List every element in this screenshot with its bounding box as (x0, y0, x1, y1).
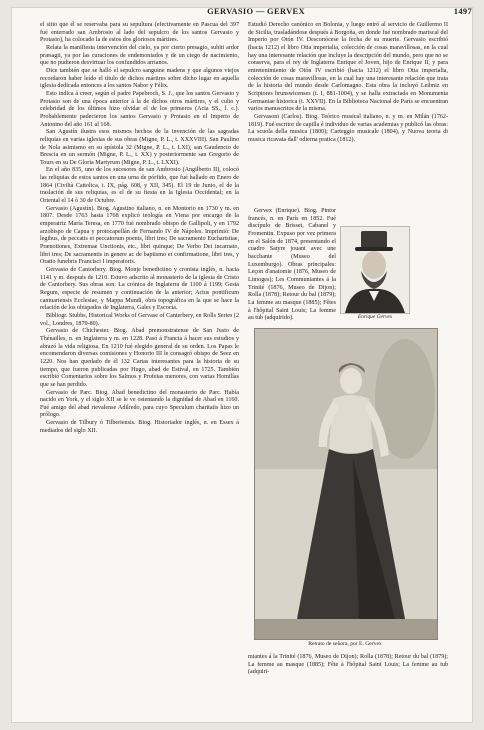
bibliography: Bibliogr. Stubbs, Historical Works of Gervase of Canterbery, en Rolls Series (2 vol., Londres, 1879-80). (40, 312, 239, 327)
painting-illustration (255, 329, 437, 639)
entry-gervex: Gervex (Enrique). Biog. Pintor francés, n. en París en 1852. Fué discípulo de Brisset, Cabanel y Fromentin. Expuso por vez primera en el Salón de 1874, presentando el cuadro Satyre jouant avec une bacchante (Museo del Luxemburgo). Obras principales: Leçon d'anatomie (1876, Museo de Limoges); Les Communiantes á la Trinité (1876, Museo de Dijon); Rolla (1878); Retour du bal (1879); La femme au masque (1885); Fêtes à l'hôpital Saint Louis; La femme au tub (adquirido). (248, 208, 336, 322)
painting-image (254, 328, 438, 640)
page-header (40, 6, 472, 20)
entry-gervasio-parc: Gervasio de Parc. Biog. Abad benedictino del monasterio de Parc. Había nacido en York, y el siglo XII se le ve ostentando la dignidad de Abad en 1160. Fué amigo del abad rievalense Adilredo, para cuyo Speculum charitatis hizo un prólogo. (40, 389, 239, 419)
painting-caption: Retrato de señora, por E. Gervex (308, 641, 382, 647)
entry-gervasoni: Gervasoni (Carlos). Biog. Teórico musical italiano, n. y m. en Milán (1762-1819). Fué escritor de capilla é individuo de varias academias y publicó las obras: La scuola della musica (1800); Carteggio musicale (1804), y Nuova teoria di musica ricavata dall' odierna pratica (1812). (248, 113, 448, 143)
paragraph: el sitio que él se reservaba para su sepultura (efectivamente en Pascua del 397 fué enterrado san Ambrosio al lado del sepulcro de los santos Gervasio y Protasio), ha colocado la de estos dos gloriosos mártires. (40, 22, 239, 44)
paragraph: Dice también que se halló el sepulcro sanguine madens y que algunos viejos recordaron haber leído el título de dichos mártires sobre dicho lugar en aquella iglesia dedicada entonces a los santos Nabor y Félix. (40, 67, 239, 90)
paragraph: Relata la manifiesta intervención del cielo, ya por cierto presagio, subiti ardor præsagii, ya por las curaciones de endemoniados y de un ciego de nacimiento, que no pudieron desvirtuar los confundidos arrianos. (40, 44, 239, 67)
left-column (40, 22, 239, 662)
paragraph: En el año 835, uno de los sucesores de san Ambrosio (Angilberto II), colocó las reliquias de estos santos en una urna de pórfido, que fué hallado en Enero de 1864 (Civiltà Cattolica, t. IX, pág. 608, y XII, 345). El 19 de Junio, el de la traslación de sus reliquias, es el de su fiesta en la Iglesia Occidental; en la Oriental el 14 ó 30 de Octubre. (40, 167, 239, 205)
entry-gervasio-tilbury: Gervasio de Tilbury ó Tilberiensis. Biog. Historiador inglés, n. en Essex á mediados del siglo XII. (40, 420, 239, 434)
paragraph: Estudió Derecho canónico en Bolonia, y luego entró al servicio de Guillermo II de Sicilia, trasladándose después á Borgoña, en donde fué nombrado mariscal del Imperio por Otón IV. Desconócese la fecha de su muerte. Gervasio escribió (hacia 1212) el libro Otia imperialia, colección de cosas maravillosas, en la cual hay una interesante relación que incluye la descripción del mundo, pero que no se conserva, para el rey de Inglaterra Enrique el Joven, hijo de Enrique II, y para entretenimiento de Otón IV escribió (hacia 1212) el libro Otia imperialia, colección de cosas maravillosas, en la cual hay una interesante relación que trata de la historia del mundo desde Carlomagno. Esta obra la incluyó Leibniz en Scriptores brunswicenses (t. I, 881-1004), y se halla extractada en Monumenta Germaniae historica (t. XXVII). En la Biblioteca Nacional de París se encuentran varios manuscritos de la misma. (248, 22, 448, 113)
right-column-top (248, 22, 448, 208)
page-header-title: GERVASIO — GERVEX (207, 6, 305, 16)
paragraph: Esto indica á creer, según el padre Papebroch, S. J., que los santos Gervasio y Protasio son de una época anterior á la de dichos otros mártires, y el culto y celebridad de los últimos hizo olvidar el de los primeros (Acta SS., l. c.). Probablemente padecieron los santos Gervasio y Protasio en el Imperio de Antonino del año 161 al 168. (40, 90, 239, 128)
paragraph: San Agustín ilustra esos mismos hechos de la invención de las sagradas reliquias en varias iglesias de sus obras (Migne, P. L., t. XXXVIII). San Paulino de Nola asimismo en su epístola 32 (Migne, P. L., t. LXI), san Gaudencio de Brescia en un sermón (Migne, P. L., t. XX) y posteriormente san Gregorio de Tours en su De Gloria Martyrum (Migne, P. L., t. LXXI). (40, 129, 239, 166)
right-column-mid (248, 208, 336, 322)
entry-gervasio-cantorbery: Gervasio de Cantorbery. Biog. Monje benedictino y cronista inglés, n. hacia 1141 y m. después de 1210. Estuvo adscrito al monasterio de la iglesia de Cristo de Cantorbery. Sus obras son: La crónica de Inglaterra de 1100 á 1199; Gesta Regum, especie de resumen y continuación de la anterior; Actus pontificum cantuariensis Ecclesiae, y Mappa Mundi, obra topográfica en la que se hace la relación de los obispados de Inglaterra, Gales y Escocia. (40, 267, 239, 312)
portrait-caption: Enrique Gervex (357, 314, 393, 320)
entry-gervasio-agustin: Gervasio (Agustín). Biog. Agustino italiano, n. en Montorio en 1730 y m. en 1807. Desde 1763 hasta 1768 explicó teología en Viena por encargo de la emperatriz María Teresa, en 1770 fué nombrado obispo de Gallipoli, y en 1792 arzobispo de Capua y protocapellán de Fernando IV de Nápoles. Imprimió: De legibus, de peccatis et peccatorum poenis, libri tres; De sacramento Eucharistiae, Prænotiones, Extremae Unctionis, etc., libri quinque; De Verbo Dei incarnato, libri tres; De sacramentis in genere ac de baptismo et confirmatione, libri tres, y Oratio funebris Francisci I imperatoris. (40, 205, 239, 266)
page-number: 1497 (453, 6, 472, 16)
portrait-image (340, 226, 410, 314)
entry-gervasio-chichester: Gervasio de Chichester. Biog. Abad premonstratense de San Justo de Thénailles, n. en Inglaterra y m. en 1228. Pasó á Francia á hacer sus estudios y abrazó la vida religiosa. En 1210 fué elegido general de su orden. Los Papas le encomendaron diversas comisiones y Honorio III le consagró obispo de Seez en 1220. Nos han quedado de él 132 Cartas interesantes para la historia de su tiempo, que fueron publicadas por Hugo, abad de Estival, en 1725. También escribió Comentarios sobre los Salmos y Profetas menores, con varias Homilías que se han perdido. (40, 328, 239, 388)
portrait-illustration (341, 227, 409, 313)
footer-text: miantes á la Trinité (1876, Museo de Dijon); Rolla (1878); Retour du bal (1879); La femme au masque (1885); Fête à l'hôpital Saint Louis; La femme au tub (adquiri- (248, 654, 448, 676)
